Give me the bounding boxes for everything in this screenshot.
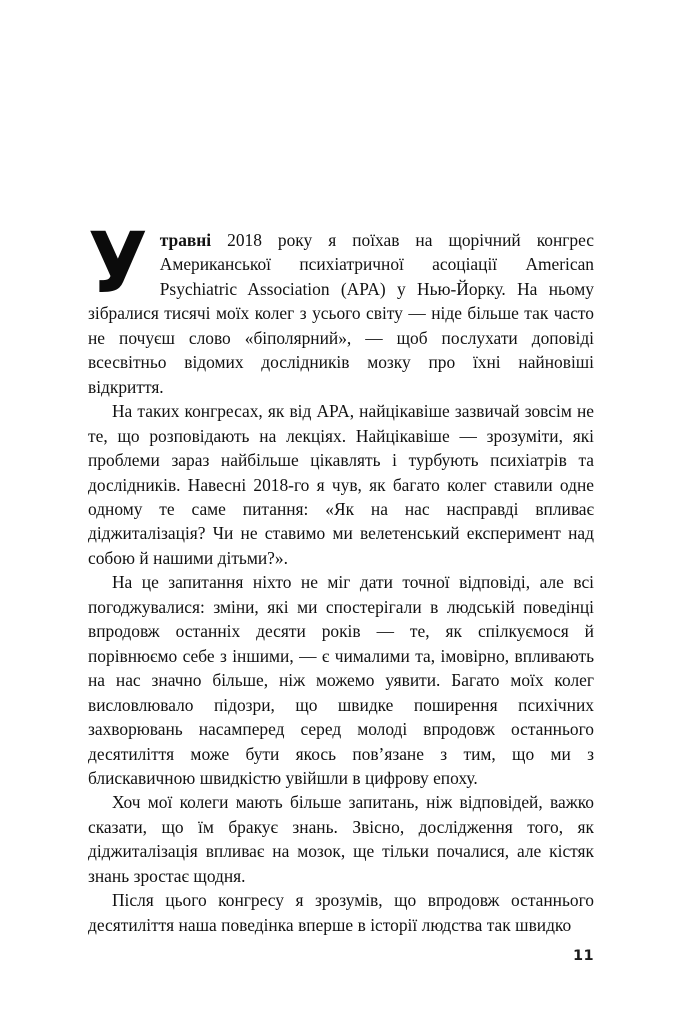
paragraph-1: [88, 214, 594, 399]
page-number: 11: [573, 948, 594, 964]
drop-cap-letter: У: [88, 214, 148, 312]
body-text-column: [88, 214, 594, 937]
paragraph-1-text: 2018 року я поїхав на щорічний конгрес Американської психіатричної асоціації American Psychiatric Association (APA) у Нью-Йорку. На ньому зібралися тисячі моїх колег з усього світу — ніде більше так часто не почуєш слово «біполярний», — щоб послухати доповіді всесвітньо відомих дослідників мозку про їхні найновіші відкриття.: [88, 230, 594, 397]
paragraph-4: Хоч мої колеги мають більше запитань, ніж відповідей, важко сказати, що їм бракує знань. Звісно, дослідження того, як діджиталізація впливає на мозок, ще тільки почалися, але кістяк знань зростає щодня.: [88, 792, 594, 886]
paragraph-1-lead-bold: травні: [159, 230, 212, 250]
paragraph-3: На це запитання ніхто не міг дати точної відповіді, але всі погоджувалися: зміни, які ми спостерігали в людській поведінці впродовж останніх десяти років — те, як спілкуємося й порівнюємо себе з іншими, — є чималими та, імовірно, впливають на нас значно більше, ніж можемо уявити. Багато моїх колег висловлювало підозри, що швидке поширення психічних захворювань насамперед серед молоді впродовж останнього десятиліття може бути якось пов’язане з тим, що ми з блискавичною швидкістю увійшли в цифрову епоху.: [88, 572, 594, 788]
paragraph-5: Після цього конгресу я зрозумів, що впродовж останнього десятиліття наша поведінка вперше в історії людства так швидко: [88, 890, 594, 935]
paragraph-2: На таких конгресах, як від APA, найцікавіше зазвичай зовсім не те, що розповідають на лекціях. Найцікавіше — зрозуміти, які проблеми зараз найбільше цікавлять і турбують психіатрів та дослідників. Навесні 2018-го я чув, як багато колег ставили одне одному те саме питання: «Як на нас насправді впливає діджиталізація? Чи не ставимо ми велетенський експеримент над собою й нашими дітьми?».: [88, 401, 594, 568]
